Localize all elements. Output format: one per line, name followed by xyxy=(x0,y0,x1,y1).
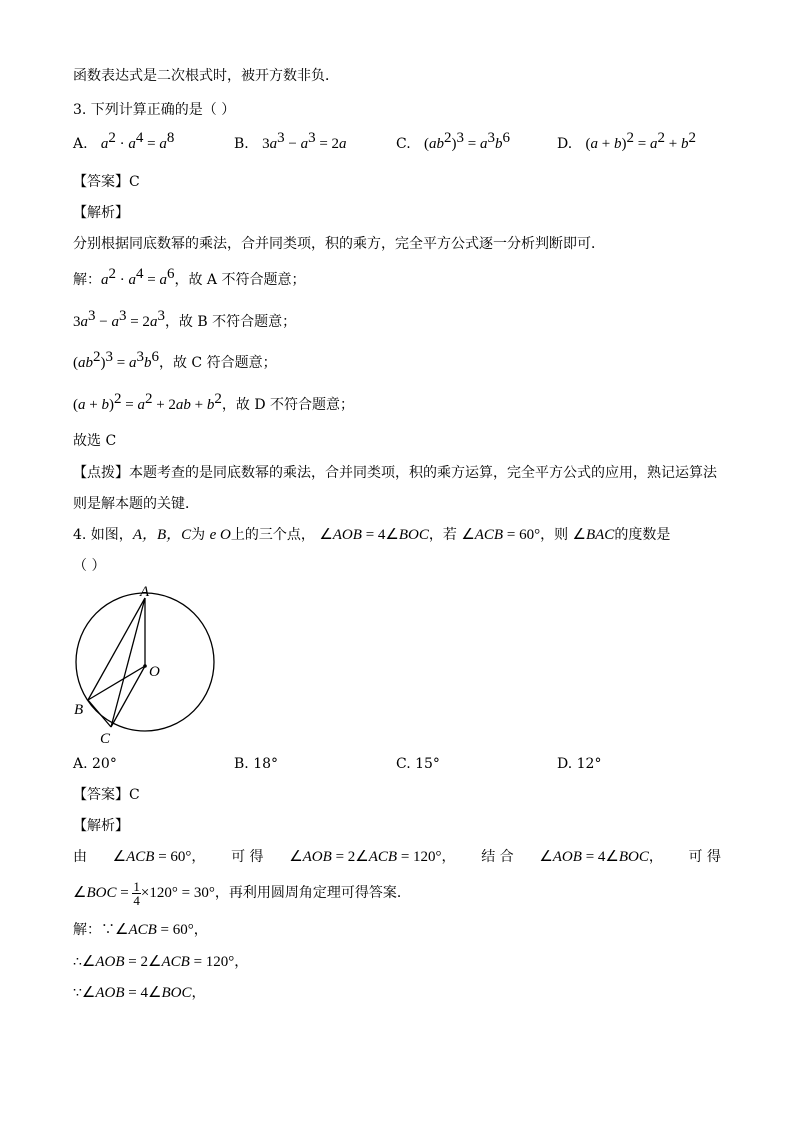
q4-stem-line2: （ ） xyxy=(73,558,106,574)
q4-option-a: A. 20° xyxy=(73,756,117,772)
q3-solution-a: 解：$a^2 \cdot a^4 = a^6$，故 A 不符合题意； xyxy=(73,266,306,288)
q3-solution-c: $(ab^2)^3 = a^3b^6$，故 C 符合题意； xyxy=(73,349,277,371)
q4-option-d: D. 12° xyxy=(557,756,602,772)
q3-choose: 故选 C xyxy=(73,433,117,449)
q3-stem: 3. 下列计算正确的是（ ） xyxy=(73,102,236,118)
segment-ac xyxy=(111,598,145,727)
q4-analysis-line1: 由 ∠ACB = 60°， 可 得 ∠AOB = 2∠ACB = 120°， 结 合 ∠AOB = 4∠BOC， 可 得 xyxy=(73,849,721,865)
circle-diagram xyxy=(68,580,228,754)
segment-bc xyxy=(88,700,111,727)
q4-answer: 【答案】C xyxy=(73,787,140,803)
q4-analysis-title: 【解析】 xyxy=(73,818,129,834)
q4-solution-line1: 解：∵∠ACB = 60°， xyxy=(73,922,208,938)
q3-option-d: D. $(a + b)^2 = a^2 + b^2$ xyxy=(557,130,696,152)
q3-analysis-text: 分别根据同底数幂的乘法，合并同类项，积的乘方，完全平方公式逐一分析判断即可． xyxy=(73,236,605,252)
label-b: B xyxy=(74,702,84,718)
q3-solution-b: $3a^3 - a^3 = 2a^3$，故 B 不符合题意； xyxy=(73,308,297,330)
q3-solution-d: $(a + b)^2 = a^2 + 2ab + b^2$，故 D 不符合题意； xyxy=(73,391,354,413)
label-a: A xyxy=(140,584,150,600)
q3-option-a: A. $a^2 \cdot a^4 = a^8$ xyxy=(73,130,175,152)
circle-figure xyxy=(68,580,228,750)
q3-comment-line1: 【点拨】本题考查的是同底数幂的乘法，合并同类项，积的乘方运算，完全平方公式的应用，熟记运算法 xyxy=(73,465,717,481)
q4-stem-line1: 4. 如图，A，B，C为 e O上的三个点， ∠AOB = 4∠BOC，若 ∠ACB = 60°，则 ∠BAC的度数是 xyxy=(73,527,671,543)
q3-option-c: C. $(ab^2)^3 = a^3b^6$ xyxy=(396,130,510,152)
q4-option-c: C. 15° xyxy=(396,756,440,772)
q3-answer: 【答案】C xyxy=(73,174,140,190)
q4-option-b: B. 18° xyxy=(234,756,279,772)
q4-solution-line2: ∴∠AOB = 2∠ACB = 120°， xyxy=(73,954,249,970)
q3-option-b: B. $3a^3 - a^3 = 2a$ xyxy=(234,130,347,152)
q3-analysis-title: 【解析】 xyxy=(73,205,129,221)
segment-oc xyxy=(111,666,145,727)
intro-text: 函数表达式是二次根式时，被开方数非负． xyxy=(73,68,339,84)
label-c: C xyxy=(100,731,111,747)
q4-solution-line3: ∵∠AOB = 4∠BOC， xyxy=(73,985,206,1001)
q4-analysis-line2: ∠BOC = $\frac{1}{4}$ ×120° = 30°，再利用圆周角定理可得答案． xyxy=(73,878,411,908)
segment-ob xyxy=(88,666,145,700)
q3-comment-line2: 则是解本题的关键． xyxy=(73,496,199,512)
fraction-one-quarter: $\frac{1}{4}$ xyxy=(133,878,140,908)
label-o: O xyxy=(149,664,160,680)
center-point xyxy=(143,664,147,668)
